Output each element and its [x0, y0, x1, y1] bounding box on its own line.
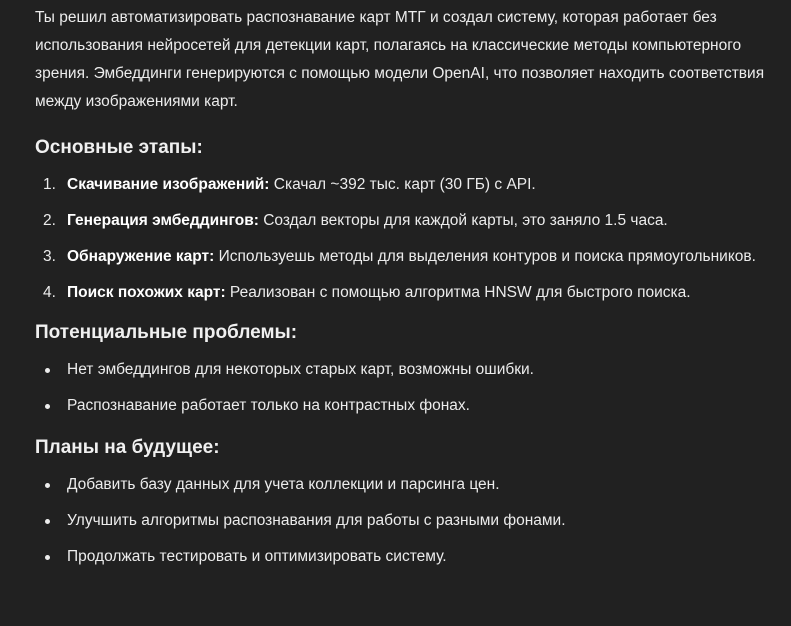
plans-list: [35, 471, 771, 571]
item-label: Скачивание изображений:: [67, 176, 270, 193]
bullet-icon: [45, 368, 50, 373]
item-text: Используешь методы для выделения контуров и поиска прямоугольников.: [214, 248, 756, 265]
item-label: Генерация эмбеддингов:: [67, 212, 259, 229]
list-item: [35, 507, 771, 535]
item-label: Обнаружение карт:: [67, 248, 215, 265]
list-item: [35, 207, 771, 235]
item-text: Создал векторы для каждой карты, это заняло 1.5 часа.: [258, 212, 668, 229]
steps-list: [35, 171, 771, 307]
list-item: [35, 471, 771, 499]
plans-heading: Планы на будущее:: [35, 437, 220, 458]
steps-heading: Основные этапы:: [35, 137, 203, 158]
item-number: 2.: [43, 212, 56, 229]
item-text: Улучшить алгоритмы распознавания для работы с разными фонами.: [67, 512, 566, 529]
item-text: Продолжать тестировать и оптимизировать систему.: [67, 548, 447, 565]
list-item: [35, 543, 771, 571]
item-text: Добавить базу данных для учета коллекции и парсинга цен.: [67, 476, 500, 493]
bullet-icon: [45, 483, 50, 488]
intro-paragraph: Ты решил автоматизировать распознавание карт МТГ и создал систему, которая работает без использования нейросетей для детекции карт, полагаясь на классические методы компьютерного зрения. Эмбеддинги генерируются с помощью модели OpenAI, что позволяет находить соответствия между изображениями карт.: [35, 9, 765, 110]
list-item: [35, 243, 771, 271]
list-item: [35, 356, 771, 384]
item-number: 3.: [43, 248, 56, 265]
list-item: [35, 171, 771, 199]
item-number: 4.: [43, 284, 56, 301]
list-item: [35, 279, 771, 307]
item-number: 1.: [43, 176, 56, 193]
bullet-icon: [45, 555, 50, 560]
item-text: Реализован с помощью алгоритма HNSW для быстрого поиска.: [225, 284, 691, 301]
list-item: [35, 392, 771, 420]
bullet-icon: [45, 519, 50, 524]
item-text: Нет эмбеддингов для некоторых старых карт, возможны ошибки.: [67, 361, 534, 378]
item-text: Скачал ~392 тыс. карт (30 ГБ) с API.: [269, 176, 536, 193]
problems-heading: Потенциальные проблемы:: [35, 322, 298, 343]
problems-list: [35, 356, 771, 420]
item-label: Поиск похожих карт:: [67, 284, 226, 301]
item-text: Распознавание работает только на контрастных фонах.: [67, 397, 470, 414]
bullet-icon: [45, 404, 50, 409]
